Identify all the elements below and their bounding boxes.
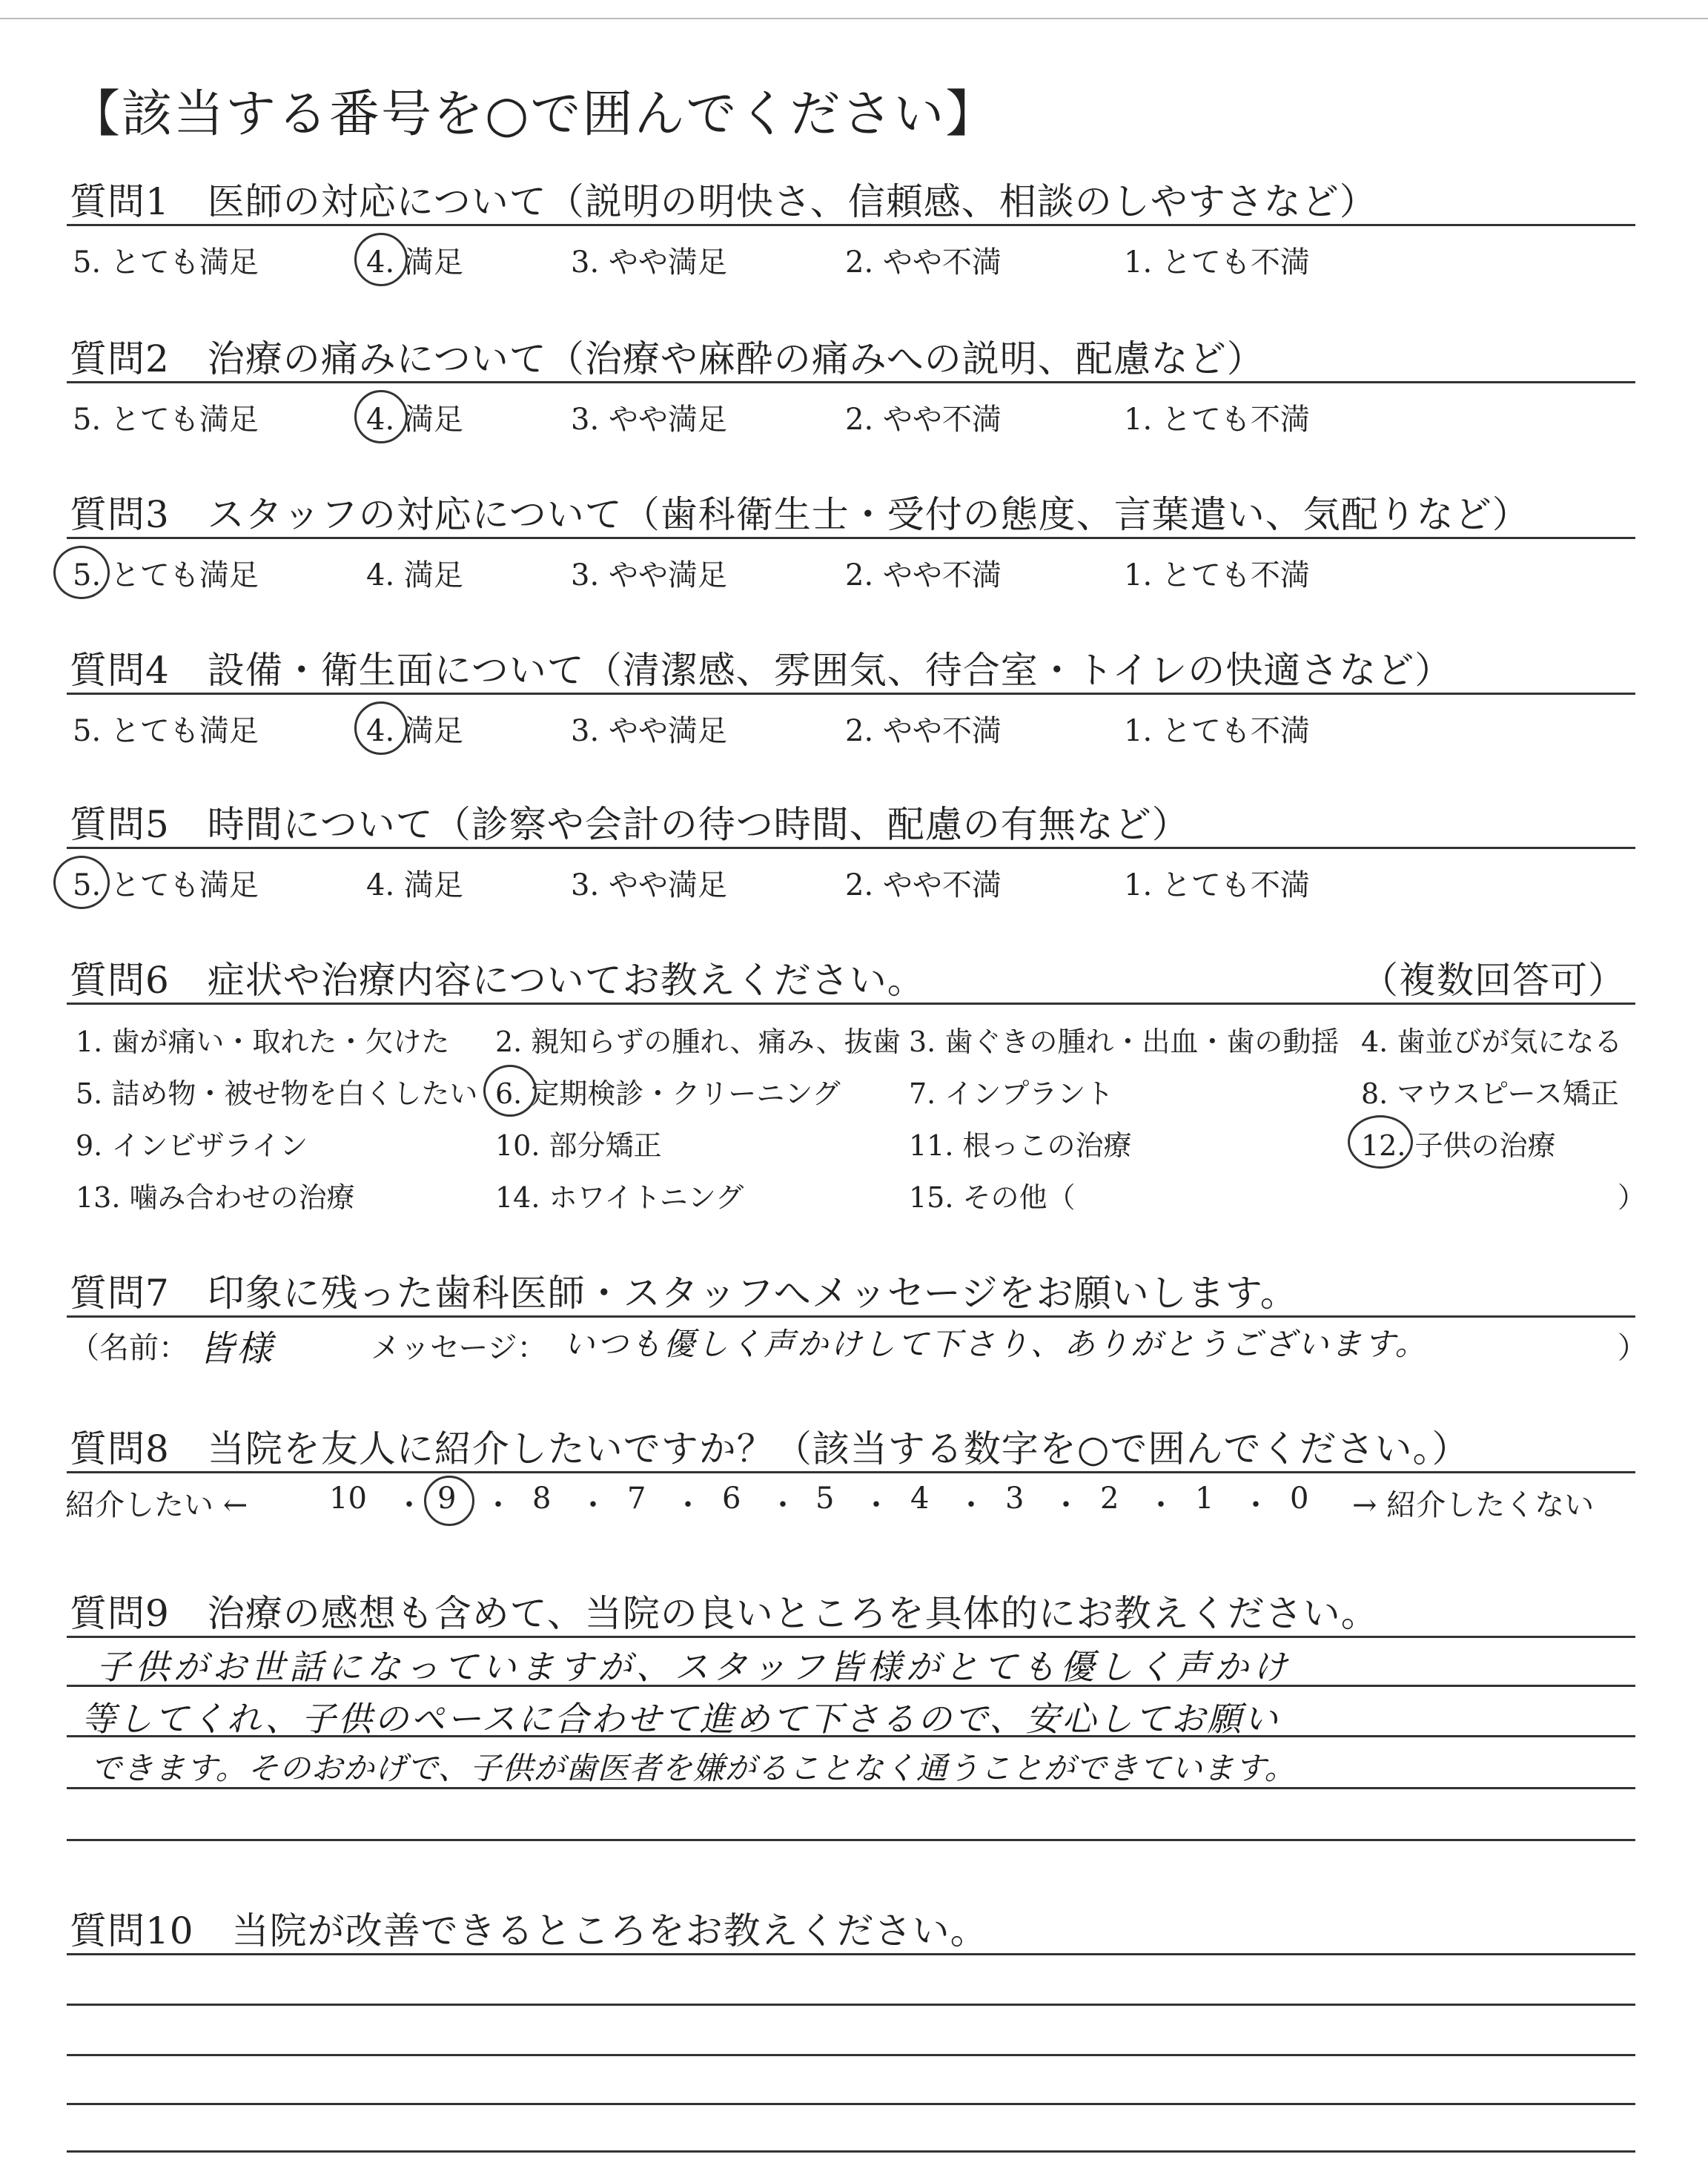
q6-option-7[interactable]: 7. インプラント (909, 1077, 1114, 1110)
q7-message-value[interactable]: いつも優しく声かけして下さり、ありがとうございます。 (563, 1326, 1429, 1362)
question-3-title: 質問3 スタッフの対応について（歯科衛生士・受付の態度、言葉遣い、気配りなど） (70, 493, 1530, 536)
q2-option-2[interactable]: 2. やや不満 (845, 403, 1002, 437)
q3-option-5[interactable]: 5. とても満足 (73, 558, 259, 592)
q8-separator: ・ (578, 1488, 608, 1522)
q1-option-4[interactable]: 4. 満足 (366, 245, 463, 280)
q6-selection-circle-12 (1348, 1115, 1413, 1169)
q8-number-6[interactable]: 6 (722, 1482, 741, 1516)
q3-selection-circle (53, 546, 110, 599)
q6-option-2[interactable]: 2. 親知らずの腫れ、痛み、抜歯 (495, 1025, 901, 1058)
q1-option-5[interactable]: 5. とても満足 (73, 245, 259, 280)
q2-option-5[interactable]: 5. とても満足 (73, 403, 259, 437)
q6-option-3[interactable]: 3. 歯ぐきの腫れ・出血・歯の動揺 (909, 1025, 1340, 1058)
q1-option-3[interactable]: 3. やや満足 (571, 245, 727, 280)
page-title: 【該当する番号を○で囲んでください】 (70, 85, 998, 144)
question-2-title: 質問2 治療の痛みについて（治療や麻酔の痛みへの説明、配慮など） (70, 337, 1265, 380)
question-1-rule (67, 224, 1635, 226)
q8-number-9[interactable]: 9 (437, 1482, 457, 1516)
q8-separator: ・ (768, 1488, 798, 1522)
q5-option-4[interactable]: 4. 満足 (366, 868, 463, 902)
q8-number-0[interactable]: 0 (1290, 1482, 1309, 1516)
q2-option-3[interactable]: 3. やや満足 (571, 403, 727, 437)
q8-separator: ・ (1051, 1488, 1081, 1522)
q8-number-4[interactable]: 4 (910, 1482, 930, 1516)
q7-close-paren: ） (1618, 1331, 1647, 1365)
q6-selection-circle-6 (483, 1065, 537, 1117)
q1-option-1[interactable]: 1. とても不満 (1124, 245, 1310, 280)
q3-option-4[interactable]: 4. 満足 (366, 558, 463, 592)
q6-option-10[interactable]: 10. 部分矯正 (495, 1129, 662, 1162)
q3-option-2[interactable]: 2. やや不満 (845, 558, 1002, 592)
q1-option-2[interactable]: 2. やや不満 (845, 245, 1002, 280)
q8-number-1[interactable]: 1 (1195, 1482, 1214, 1516)
q8-number-7[interactable]: 7 (627, 1482, 646, 1516)
q6-option-12[interactable]: 12. 子供の治療 (1361, 1129, 1556, 1162)
question-6-rule (67, 1003, 1635, 1005)
q6-option-13[interactable]: 13. 噛み合わせの治療 (76, 1181, 355, 1214)
q9-answer-line-2[interactable]: 等してくれ、子供のペースに合わせて進めて下さるので、安心してお願い (82, 1699, 1280, 1739)
q2-selection-circle (354, 390, 408, 443)
q3-option-3[interactable]: 3. やや満足 (571, 558, 727, 592)
question-6-note: （複数回答可） (1361, 959, 1626, 1002)
q6-option-15[interactable]: 15. その他（ (909, 1181, 1076, 1214)
q6-option-11[interactable]: 11. 根っこの治療 (909, 1129, 1132, 1162)
q8-number-5[interactable]: 5 (815, 1482, 835, 1516)
q8-separator: ・ (956, 1488, 986, 1522)
q5-option-1[interactable]: 1. とても不満 (1124, 868, 1310, 902)
q1-selection-circle (354, 233, 408, 286)
q8-separator: ・ (394, 1488, 424, 1522)
q8-number-10[interactable]: 10 (329, 1482, 367, 1516)
q8-number-2[interactable]: 2 (1100, 1482, 1119, 1516)
question-1-title: 質問1 医師の対応について（説明の明快さ、信頼感、相談のしやすさなど） (70, 180, 1377, 223)
question-7-title: 質問7 印象に残った歯科医師・スタッフへメッセージをお願いします。 (70, 1272, 1298, 1315)
q7-message-label: メッセージ： (371, 1331, 547, 1365)
q10-answer-line (67, 2004, 1635, 2006)
q5-option-3[interactable]: 3. やや満足 (571, 868, 727, 902)
q4-option-1[interactable]: 1. とても不満 (1124, 714, 1310, 748)
q10-answer-line (67, 2054, 1635, 2056)
q4-option-3[interactable]: 3. やや満足 (571, 714, 727, 748)
q4-option-4[interactable]: 4. 満足 (366, 714, 463, 748)
q9-answer-line-1[interactable]: 子供がお世話になっていますが、スタッフ皆様がとても優しく声かけ (96, 1647, 1291, 1687)
question-9-title: 質問9 治療の感想も含めて、当院の良いところを具体的にお教えください。 (70, 1592, 1379, 1635)
q6-option-15-close: ） (1618, 1181, 1646, 1214)
question-8-title: 質問8 当院を友人に紹介したいですか？（該当する数字を○で囲んでください。） (70, 1427, 1470, 1470)
q6-option-6[interactable]: 6. 定期検診・クリーニング (495, 1077, 841, 1110)
q8-separator: ・ (483, 1488, 513, 1522)
q5-selection-circle (53, 856, 110, 909)
question-5-rule (67, 847, 1635, 849)
question-4-rule (67, 693, 1635, 695)
question-3-rule (67, 537, 1635, 539)
q10-answer-line (67, 2103, 1635, 2105)
q5-option-2[interactable]: 2. やや不満 (845, 868, 1002, 902)
q8-separator: ・ (673, 1488, 703, 1522)
q8-separator: ・ (1241, 1488, 1271, 1522)
q8-right-label: → 紹介したくない (1352, 1488, 1595, 1522)
q8-separator: ・ (861, 1488, 891, 1522)
question-10-title: 質問10 当院が改善できるところをお教えください。 (70, 1909, 988, 1952)
q7-name-value[interactable]: 皆様 (199, 1328, 275, 1370)
q4-selection-circle (354, 701, 408, 755)
question-10-rule (67, 1953, 1635, 1955)
q10-answer-line (67, 2150, 1635, 2153)
q8-number-3[interactable]: 3 (1005, 1482, 1025, 1516)
q6-option-5[interactable]: 5. 詰め物・被せ物を白くしたい (76, 1077, 478, 1110)
q6-option-8[interactable]: 8. マウスピース矯正 (1361, 1077, 1619, 1110)
q6-option-9[interactable]: 9. インビザライン (76, 1129, 308, 1162)
q8-left-label: 紹介したい ← (65, 1488, 248, 1522)
question-8-rule (67, 1471, 1635, 1473)
question-4-title: 質問4 設備・衛生面について（清潔感、雰囲気、待合室・トイレの快適さなど） (70, 649, 1453, 692)
q8-separator: ・ (1146, 1488, 1176, 1522)
q3-option-1[interactable]: 1. とても不満 (1124, 558, 1310, 592)
q8-selection-circle (424, 1476, 474, 1526)
q2-option-1[interactable]: 1. とても不満 (1124, 403, 1310, 437)
q8-number-8[interactable]: 8 (532, 1482, 552, 1516)
q6-option-1[interactable]: 1. 歯が痛い・取れた・欠けた (76, 1025, 450, 1058)
question-6-title: 質問6 症状や治療内容についてお教えください。 (70, 959, 925, 1002)
top-border (0, 18, 1708, 19)
q4-option-5[interactable]: 5. とても満足 (73, 714, 259, 748)
question-7-rule (67, 1315, 1635, 1318)
q2-option-4[interactable]: 4. 満足 (366, 403, 463, 437)
q6-option-4[interactable]: 4. 歯並びが気になる (1361, 1025, 1623, 1058)
question-5-title: 質問5 時間について（診察や会計の待つ時間、配慮の有無など） (70, 803, 1190, 846)
q6-option-14[interactable]: 14. ホワイトニング (495, 1181, 744, 1214)
q9-answer-line-3[interactable]: できます。そのおかげで、子供が歯医者を嫌がることなく通うことができています。 (90, 1750, 1297, 1786)
q9-answer-line (67, 1839, 1635, 1841)
q5-option-5[interactable]: 5. とても満足 (73, 868, 259, 902)
q7-name-label: （名前： (70, 1331, 188, 1365)
q4-option-2[interactable]: 2. やや不満 (845, 714, 1002, 748)
question-2-rule (67, 381, 1635, 383)
question-9-rule (67, 1636, 1635, 1638)
